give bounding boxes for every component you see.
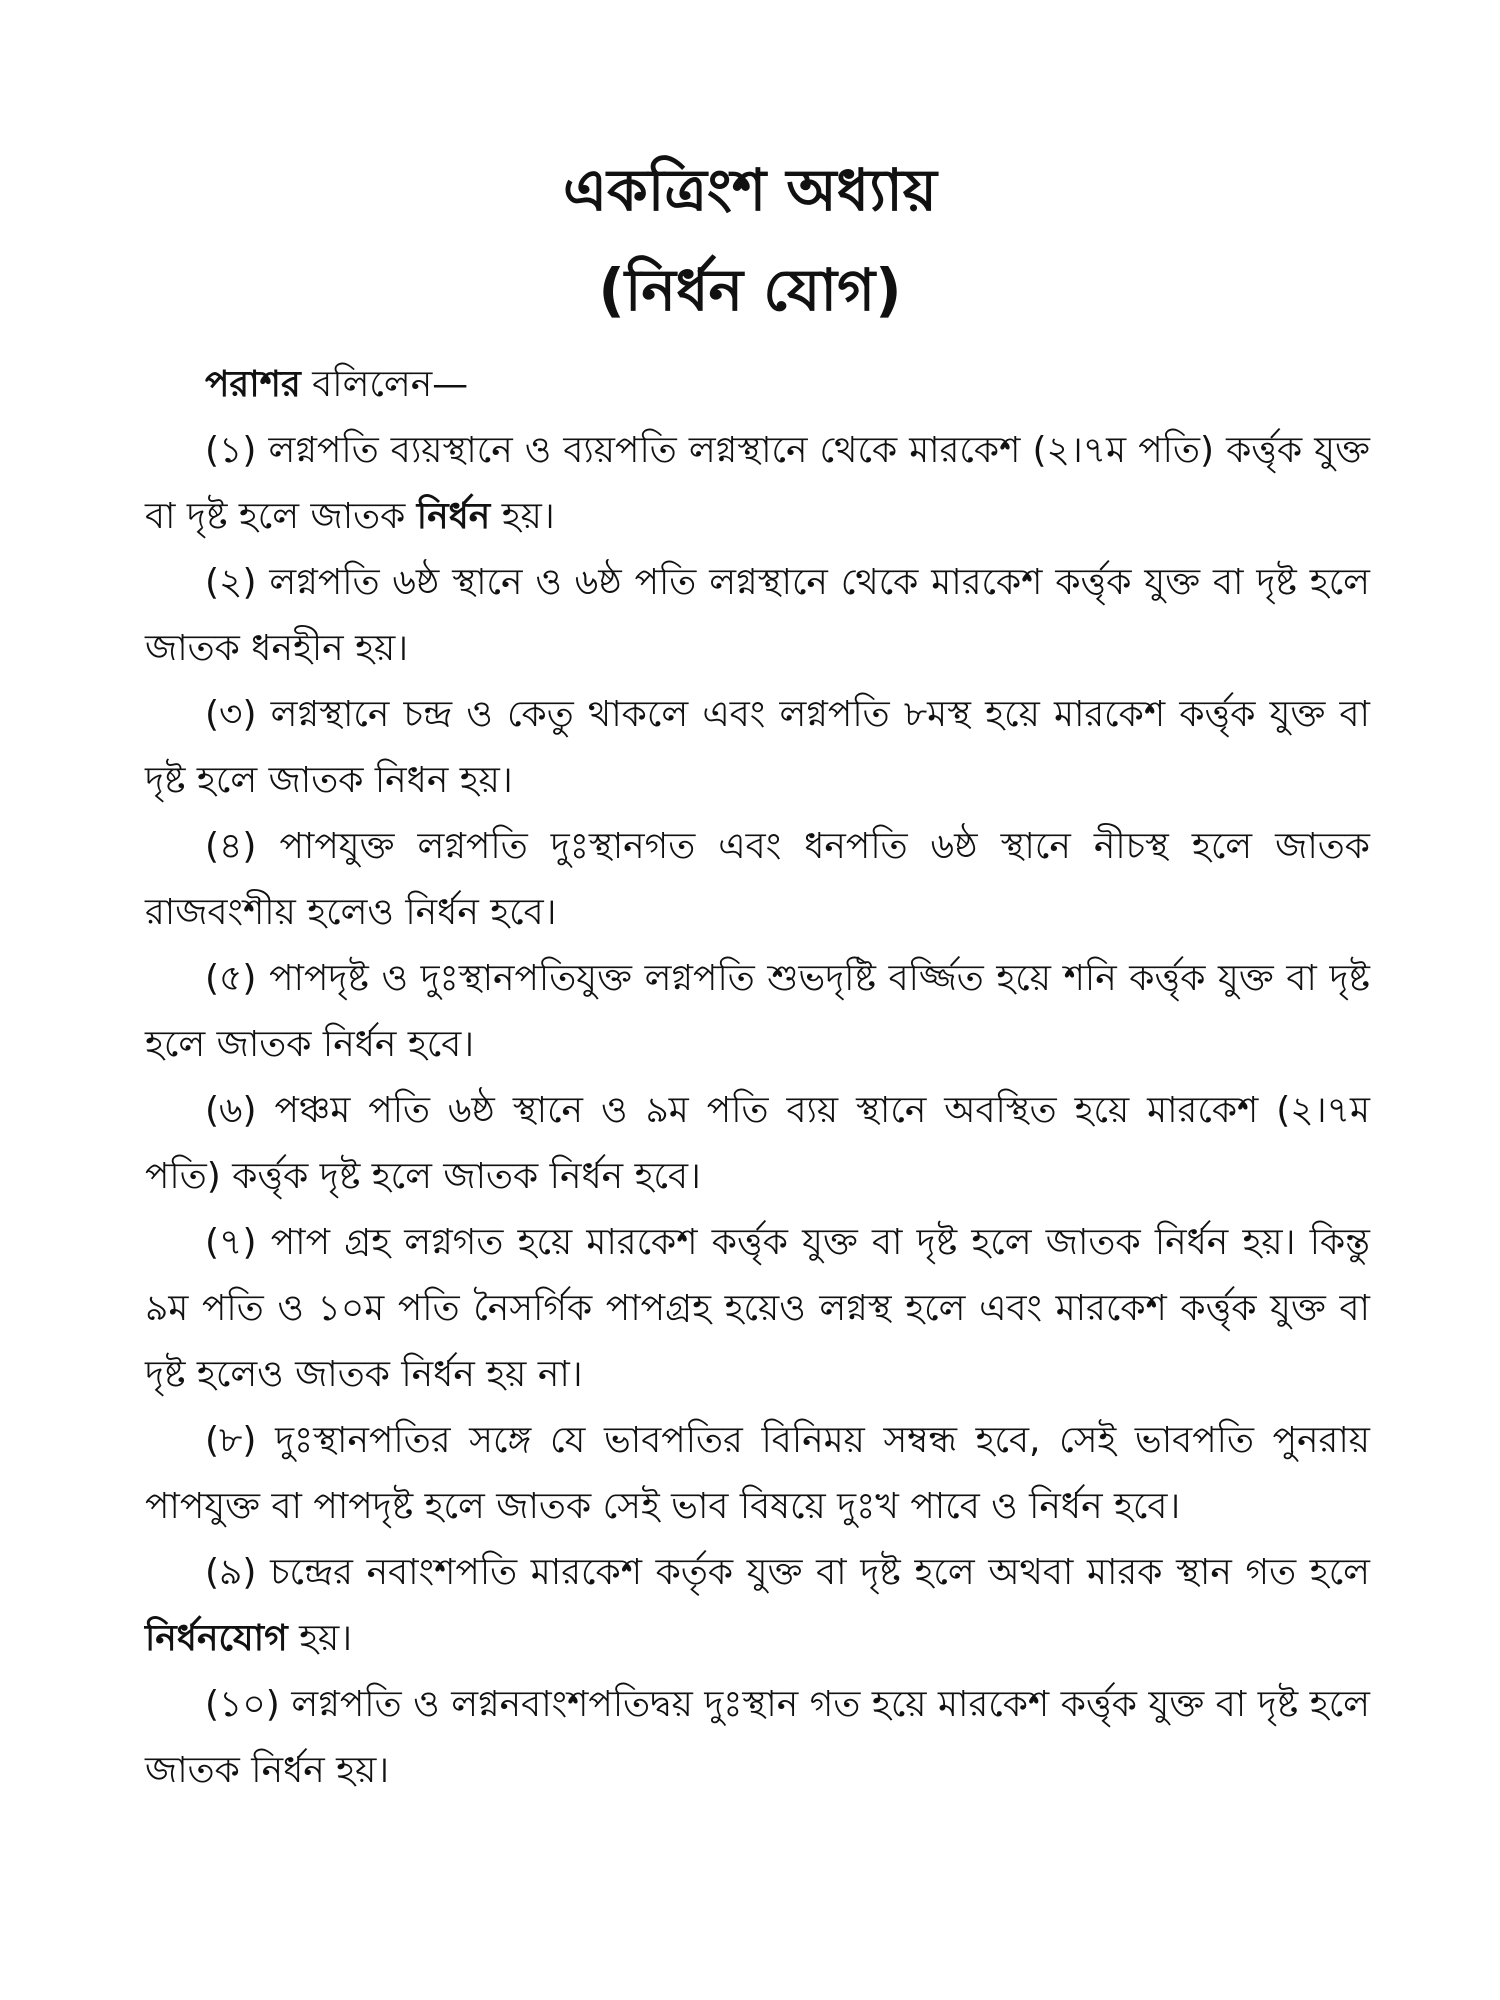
rule-text: (৫) পাপদৃষ্ট ও দুঃস্থানপতিযুক্ত লগ্নপতি শুভদৃষ্টি বর্জ্জিত হয়ে শনি কর্ত্তৃক যুক্ত বা দৃষ্ট হলে জাতক নির্ধন হবে। bbox=[145, 958, 1370, 1065]
rule-text: (১০) লগ্নপতি ও লগ্ননবাংশপতিদ্বয় দুঃস্থান গত হয়ে মারকেশ কর্ত্তৃক যুক্ত বা দৃষ্ট হলে জাতক নির্ধন হয়। bbox=[145, 1684, 1370, 1791]
rule-text-end: হয়। bbox=[287, 1618, 353, 1659]
chapter-subtitle: (নির্ধন যোগ) bbox=[598, 256, 902, 324]
rule-text: (৩) লগ্নস্থানে চন্দ্র ও কেতু থাকলে এবং লগ্নপতি ৮মস্থ হয়ে মারকেশ কর্ত্তৃক যুক্ত বা দৃষ্ট হলে জাতক নিধন হয়। bbox=[145, 694, 1370, 801]
rule-paragraph-2 bbox=[145, 550, 1370, 682]
rule-text: (৭) পাপ গ্রহ লগ্নগত হয়ে মারকেশ কর্ত্তৃক যুক্ত বা দৃষ্ট হলে জাতক নির্ধন হয়। কিন্তু ৯ম পতি ও ১০ম পতি নৈসর্গিক পাপগ্রহ হয়েও লগ্নস্থ হলে এবং মারকেশ কর্ত্তৃক যুক্ত বা দৃষ্ট হলেও জাতক নির্ধন হয় না। bbox=[145, 1222, 1370, 1395]
rule-paragraph-4 bbox=[145, 814, 1370, 946]
chapter-title: একত্রিংশ অধ্যায় bbox=[563, 156, 937, 224]
rule-paragraph-5 bbox=[145, 946, 1370, 1078]
rule-paragraph-10 bbox=[145, 1672, 1370, 1804]
rule-paragraph-1 bbox=[145, 418, 1370, 550]
rule-text: (৬) পঞ্চম পতি ৬ষ্ঠ স্থানে ও ৯ম পতি ব্যয় স্থানে অবস্থিত হয়ে মারকেশ (২।৭ম পতি) কর্ত্তৃক দৃষ্ট হলে জাতক নির্ধন হবে। bbox=[145, 1090, 1370, 1197]
chapter-body bbox=[145, 352, 1370, 1804]
rule-paragraph-9 bbox=[145, 1540, 1370, 1672]
rule-text: (৪) পাপযুক্ত লগ্নপতি দুঃস্থানগত এবং ধনপতি ৬ষ্ঠ স্থানে নীচস্থ হলে জাতক রাজবংশীয় হলেও নির্ধন হবে। bbox=[145, 826, 1370, 933]
rule-text: (৮) দুঃস্থানপতির সঙ্গে যে ভাবপতির বিনিময় সম্বন্ধ হবে, সেই ভাবপতি পুনরায় পাপযুক্ত বা পাপদৃষ্ট হলে জাতক সেই ভাব বিষয়ে দুঃখ পাবে ও নির্ধন হবে। bbox=[145, 1420, 1370, 1527]
rule-paragraph-3 bbox=[145, 682, 1370, 814]
rule-text: (১) লগ্নপতি ব্যয়স্থানে ও ব্যয়পতি লগ্নস্থানে থেকে মারকেশ (২।৭ম পতি) কর্ত্তৃক যুক্ত বা দৃষ্ট হলে জাতক bbox=[145, 430, 1370, 537]
intro-line bbox=[145, 352, 1370, 418]
rule-emphasis: নির্ধনযোগ bbox=[145, 1618, 288, 1659]
rule-paragraph-8 bbox=[145, 1408, 1370, 1540]
speaker-name: পরাশর bbox=[205, 364, 301, 405]
rule-emphasis: নির্ধন bbox=[416, 496, 491, 537]
rule-paragraph-6 bbox=[145, 1078, 1370, 1210]
rule-text: (২) লগ্নপতি ৬ষ্ঠ স্থানে ও ৬ষ্ঠ পতি লগ্নস্থানে থেকে মারকেশ কর্ত্তৃক যুক্ত বা দৃষ্ট হলে জাতক ধনহীন হয়। bbox=[145, 562, 1370, 669]
rule-text-end: হয়। bbox=[490, 496, 555, 537]
rule-paragraph-7 bbox=[145, 1210, 1370, 1408]
rule-text: (৯) চন্দ্রের নবাংশপতি মারকেশ কর্তৃক যুক্ত বা দৃষ্ট হলে অথবা মারক স্থান গত হলে bbox=[205, 1552, 1370, 1593]
intro-text: বলিলেন— bbox=[300, 364, 469, 405]
